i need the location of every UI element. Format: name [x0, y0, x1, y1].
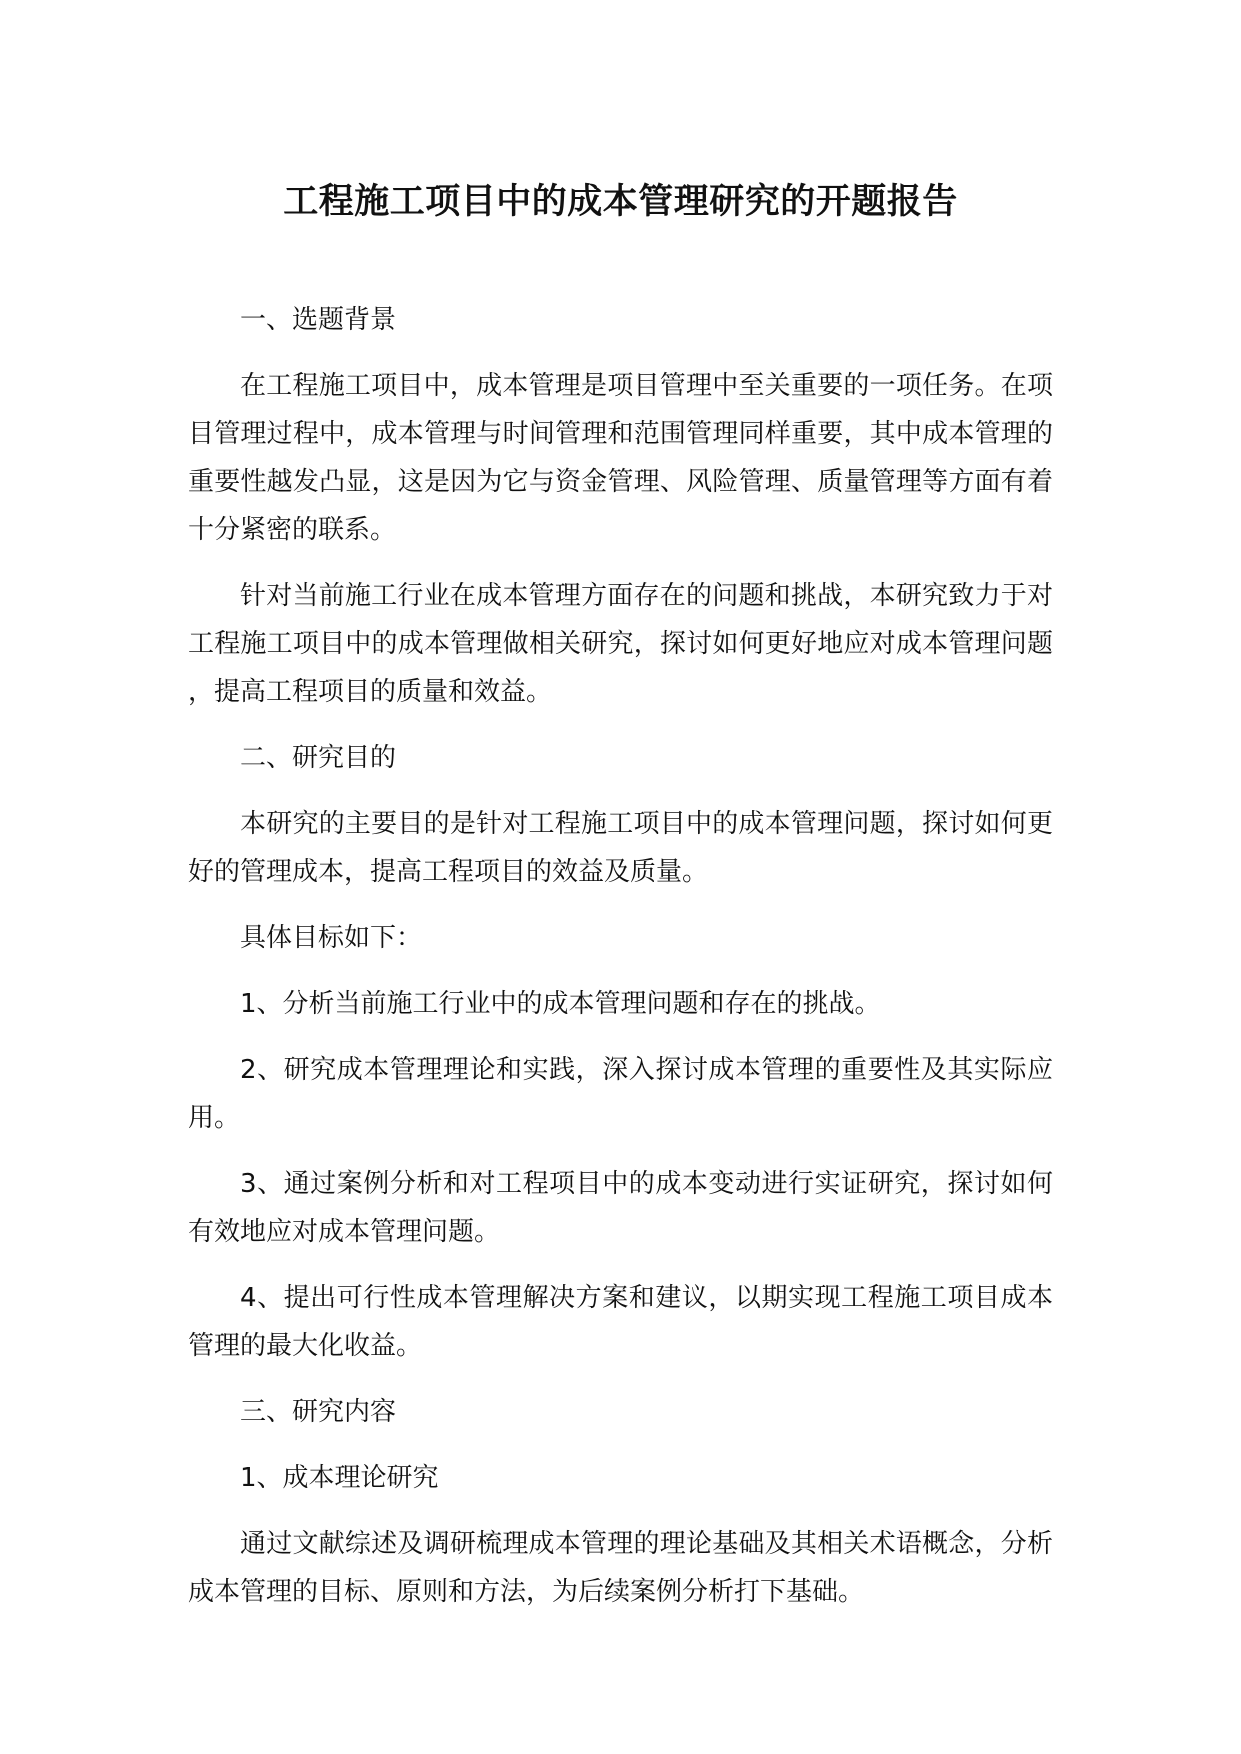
- paragraph-goals-intro: 具体目标如下：: [240, 923, 423, 953]
- subsection-heading-cost-theory: 1、成本理论研究: [240, 1463, 439, 1493]
- paragraph-background-1: 在工程施工项目中，成本管理是项目管理中至关重要的一项任务。在项目管理过程中，成本管理与时间管理和范围管理同样重要，其中成本管理的重要性越发凸显，这是因为它与资金管理、风险管理、质量管理等方面有着十分紧密的联系。: [188, 371, 1053, 545]
- section-heading-background: 一、选题背景: [240, 305, 397, 335]
- section-heading-purpose: 二、研究目的: [240, 743, 397, 773]
- paragraph-purpose: 本研究的主要目的是针对工程施工项目中的成本管理问题，探讨如何更好的管理成本，提高工程项目的效益及质量。: [188, 809, 1053, 887]
- section-heading-content: 三、研究内容: [240, 1397, 397, 1427]
- paragraph-background-2: 针对当前施工行业在成本管理方面存在的问题和挑战，本研究致力于对工程施工项目中的成本管理做相关研究，探讨如何更好地应对成本管理问题，提高工程项目的质量和效益。: [188, 581, 1053, 707]
- paragraph-cost-theory: 通过文献综述及调研梳理成本管理的理论基础及其相关术语概念，分析成本管理的目标、原则和方法，为后续案例分析打下基础。: [188, 1529, 1053, 1607]
- goal-item-1: 1、分析当前施工行业中的成本管理问题和存在的挑战。: [240, 989, 881, 1019]
- document-title: 工程施工项目中的成本管理研究的开题报告: [283, 182, 958, 222]
- goal-item-3: 3、通过案例分析和对工程项目中的成本变动进行实证研究，探讨如何有效地应对成本管理问题。: [188, 1169, 1053, 1247]
- document-page: [188, 0, 1053, 1754]
- document-body: [188, 296, 1053, 1634]
- goal-item-2: 2、研究成本管理理论和实践，深入探讨成本管理的重要性及其实际应用。: [188, 1055, 1053, 1133]
- goal-item-4: 4、提出可行性成本管理解决方案和建议，以期实现工程施工项目成本管理的最大化收益。: [188, 1283, 1053, 1361]
